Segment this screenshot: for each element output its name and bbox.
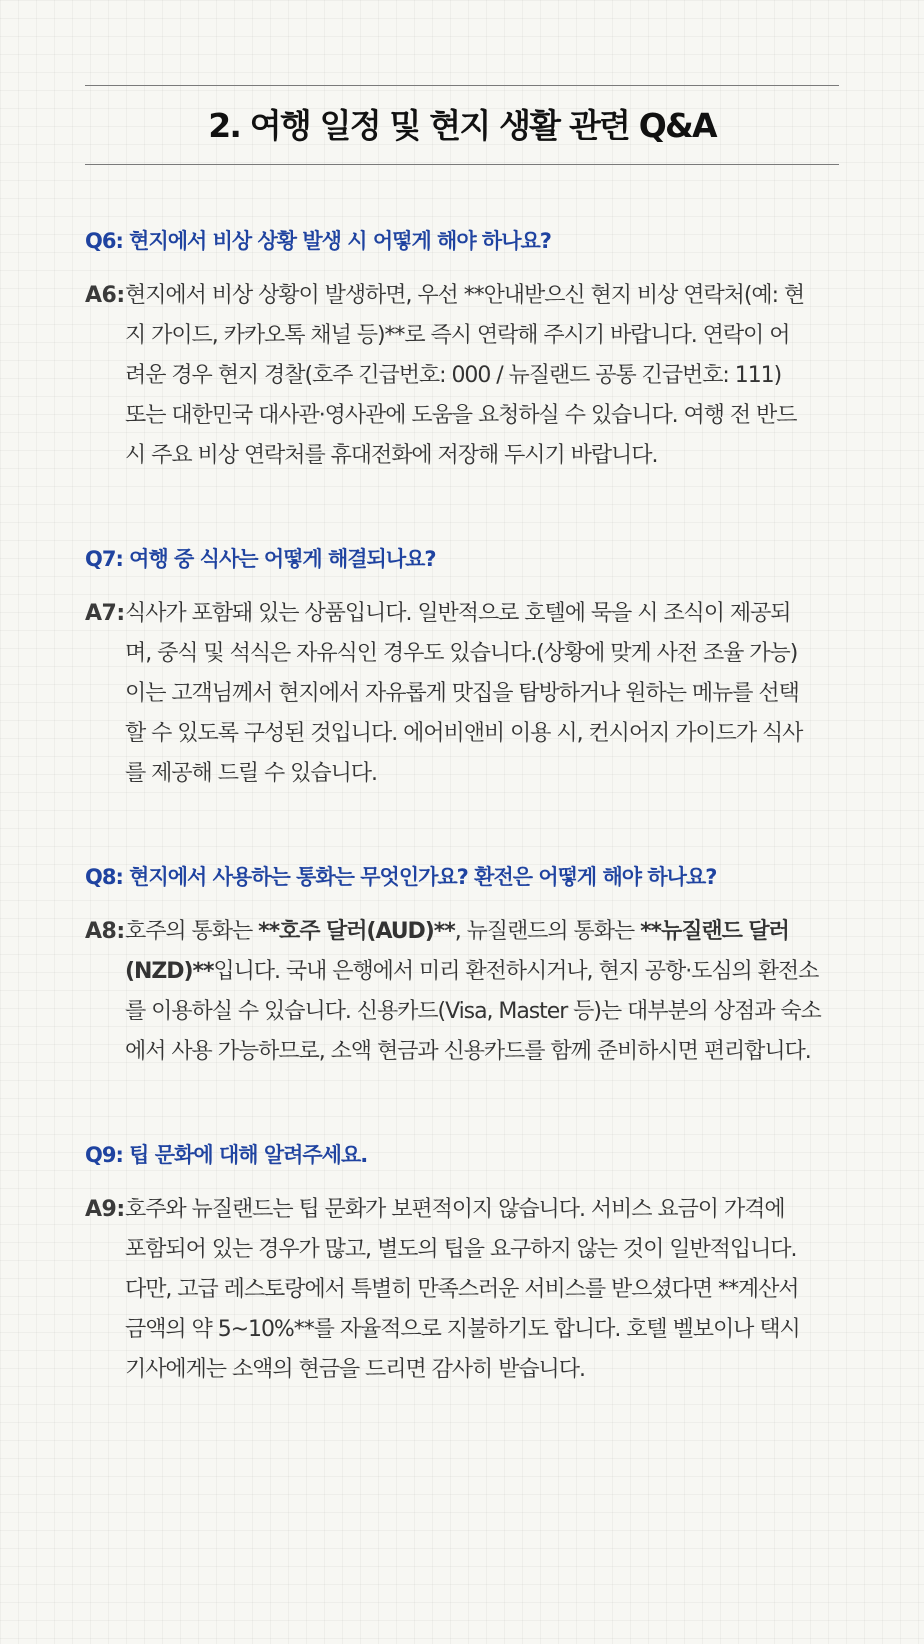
- answer-line: 기사에게는 소액의 현금을 드리면 감사히 받습니다.: [125, 1357, 585, 1382]
- qa-item-q9: [85, 1137, 840, 1390]
- answer-text: 입니다. 국내 은행에서 미리 환전하시거나, 현지 공항·도심의 환전소: [213, 959, 819, 984]
- answer-line: 를 이용하실 수 있습니다. 신용카드(Visa, Master 등)는 대부분의 상점과 숙소: [125, 999, 821, 1024]
- answer-line: [125, 952, 840, 992]
- answer-label-a8: A8:: [85, 919, 125, 944]
- answer-label-a9: A9:: [85, 1197, 125, 1222]
- answer-text: 호주의 통화는: [125, 919, 259, 944]
- title-bottom-divider: [85, 164, 839, 165]
- currency-aud-highlight: **호주 달러(AUD)**: [258, 919, 455, 944]
- answer-line: 할 수 있도록 구성된 것입니다. 에어비앤비 이용 시, 컨시어지 가이드가 식사: [125, 721, 803, 746]
- answer-line: 포함되어 있는 경우가 많고, 별도의 팁을 요구하지 않는 것이 일반적입니다.: [125, 1237, 797, 1262]
- answer-line: 현지에서 비상 상황이 발생하면, 우선 **안내받으신 현지 비상 연락처(예: 현: [125, 283, 805, 308]
- answer-line: 지 가이드, 카카오톡 채널 등)**로 즉시 연락해 주시기 바랍니다. 연락이 어: [125, 323, 790, 348]
- question-q7: Q7: 여행 중 식사는 어떻게 해결되나요?: [85, 547, 436, 571]
- answer-a8: [85, 912, 840, 1072]
- answer-label-a6: A6:: [85, 283, 125, 308]
- answer-line: 호주와 뉴질랜드는 팁 문화가 보편적이지 않습니다. 서비스 요금이 가격에: [125, 1197, 785, 1222]
- answer-line: 를 제공해 드릴 수 있습니다.: [125, 761, 377, 786]
- question-q9: Q9: 팁 문화에 대해 알려주세요.: [85, 1143, 368, 1167]
- answer-line: 며, 중식 및 석식은 자유식인 경우도 있습니다.(상황에 맞게 사전 조율 가능): [125, 641, 798, 666]
- answer-line: 시 주요 비상 연락처를 휴대전화에 저장해 두시기 바랍니다.: [125, 443, 658, 468]
- currency-nzd-highlight-cont: (NZD)**: [125, 959, 214, 984]
- answer-line: 금액의 약 5~10%**를 자율적으로 지불하기도 합니다. 호텔 벨보이나 택시: [125, 1317, 800, 1342]
- qa-item-q7: [85, 541, 840, 794]
- answer-text: , 뉴질랜드의 통화는: [454, 919, 641, 944]
- answer-line: 식사가 포함돼 있는 상품입니다. 일반적으로 호텔에 묵을 시 조식이 제공되: [125, 601, 791, 626]
- answer-line: 에서 사용 가능하므로, 소액 현금과 신용카드를 함께 준비하시면 편리합니다.: [125, 1039, 811, 1064]
- answer-line: 다만, 고급 레스토랑에서 특별히 만족스러운 서비스를 받으셨다면 **계산서: [125, 1277, 799, 1302]
- answer-line: 려운 경우 현지 경찰(호주 긴급번호: 000 / 뉴질랜드 공통 긴급번호: 111): [125, 363, 782, 388]
- answer-a7: [85, 594, 840, 794]
- title-top-divider: [85, 85, 839, 86]
- qa-item-q6: [85, 223, 840, 476]
- currency-nzd-highlight: **뉴질랜드 달러: [640, 919, 789, 944]
- page-title: 2. 여행 일정 및 현지 생활 관련 Q&A: [208, 106, 716, 145]
- qa-item-q8: [85, 859, 840, 1072]
- question-q6: Q6: 현지에서 비상 상황 발생 시 어떻게 해야 하나요?: [85, 229, 551, 253]
- answer-line: 이는 고객님께서 현지에서 자유롭게 맛집을 탐방하거나 원하는 메뉴를 선택: [125, 681, 799, 706]
- question-q8: Q8: 현지에서 사용하는 통화는 무엇인가요? 환전은 어떻게 해야 하나요?: [85, 865, 717, 889]
- answer-a9: [85, 1190, 840, 1390]
- answer-line: 또는 대한민국 대사관·영사관에 도움을 요청하실 수 있습니다. 여행 전 반드: [125, 403, 797, 428]
- answer-a6: [85, 276, 840, 476]
- answer-line: [125, 912, 840, 952]
- answer-label-a7: A7:: [85, 601, 125, 626]
